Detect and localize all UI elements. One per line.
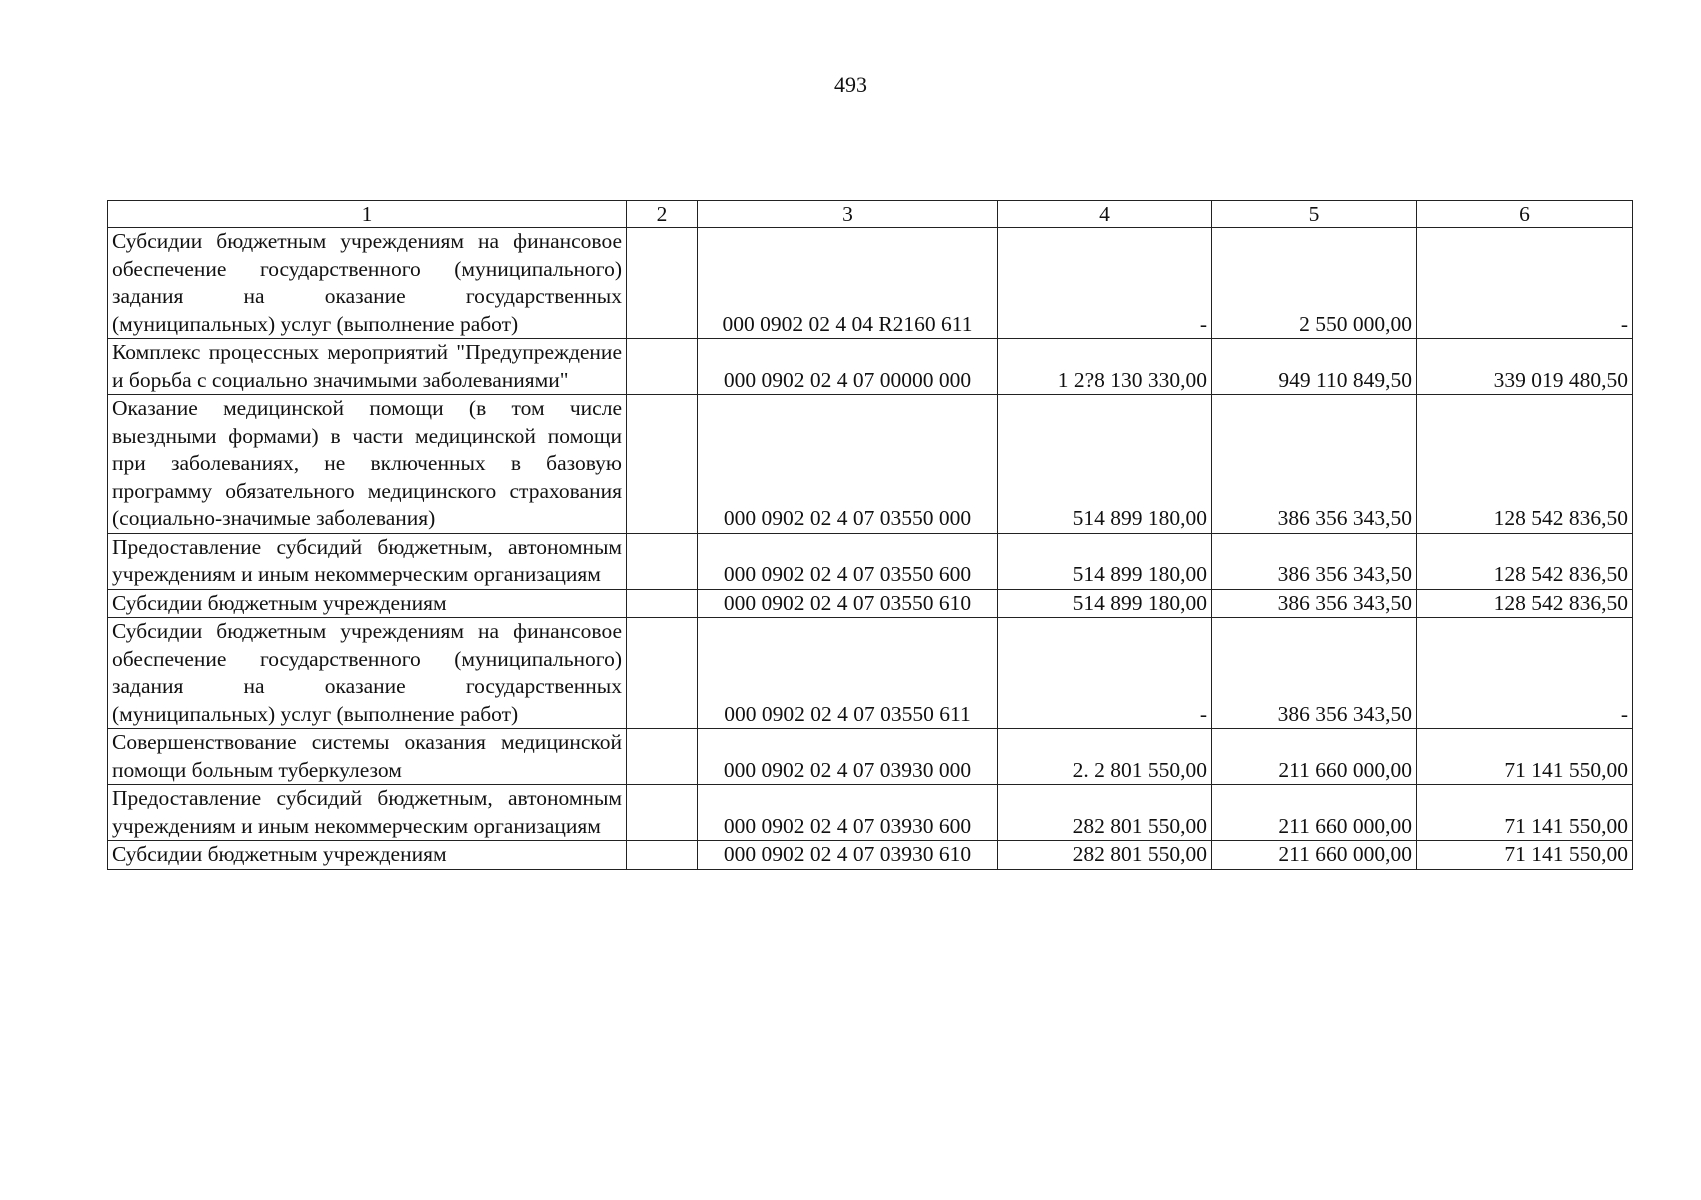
row-code: 000 0902 02 4 07 03930 600	[698, 785, 998, 841]
row-value-6: 71 141 550,00	[1417, 729, 1633, 785]
row-value-6: 71 141 550,00	[1417, 841, 1633, 870]
row-value-5: 211 660 000,00	[1212, 841, 1417, 870]
row-value-5: 211 660 000,00	[1212, 785, 1417, 841]
row-value-4: 2. 2 801 550,00	[998, 729, 1212, 785]
row-name: Совершенствование системы оказания медицинской помощи больным туберкулезом	[108, 729, 627, 785]
row-value-5: 386 356 343,50	[1212, 395, 1417, 534]
column-header-4: 4	[998, 201, 1212, 228]
row-code: 000 0902 02 4 04 R2160 611	[698, 228, 998, 339]
row-value-6: 128 542 836,50	[1417, 533, 1633, 589]
row-value-4: 282 801 550,00	[998, 785, 1212, 841]
row-col2	[627, 395, 698, 534]
table-row	[108, 339, 1633, 395]
row-col2	[627, 618, 698, 729]
row-col2	[627, 785, 698, 841]
budget-table	[107, 200, 1633, 870]
row-value-6: 128 542 836,50	[1417, 589, 1633, 618]
row-col2	[627, 841, 698, 870]
row-value-6: -	[1417, 618, 1633, 729]
row-value-4: -	[998, 618, 1212, 729]
page-number: 493	[834, 72, 867, 97]
column-header-1: 1	[108, 201, 627, 228]
row-value-5: 211 660 000,00	[1212, 729, 1417, 785]
row-code: 000 0902 02 4 07 03550 000	[698, 395, 998, 534]
row-name: Субсидии бюджетным учреждениям	[108, 841, 627, 870]
row-col2	[627, 589, 698, 618]
row-name: Комплекс процессных мероприятий "Предупреждение и борьба с социально значимыми заболеваниями"	[108, 339, 627, 395]
row-value-4: 1 2?8 130 330,00	[998, 339, 1212, 395]
row-value-5: 949 110 849,50	[1212, 339, 1417, 395]
table-row	[108, 228, 1633, 339]
column-number-row	[108, 201, 1633, 228]
table-row	[108, 618, 1633, 729]
row-name: Субсидии бюджетным учреждениям	[108, 589, 627, 618]
row-code: 000 0902 02 4 07 03550 610	[698, 589, 998, 618]
row-name: Субсидии бюджетным учреждениям на финансовое обеспечение государственного (муниципального) задания на оказание государственных (муниципальных) услуг (выполнение работ)	[108, 228, 627, 339]
row-value-6: 71 141 550,00	[1417, 785, 1633, 841]
row-name: Предоставление субсидий бюджетным, автономным учреждениям и иным некоммерческим организациям	[108, 785, 627, 841]
row-value-4: 514 899 180,00	[998, 533, 1212, 589]
column-header-3: 3	[698, 201, 998, 228]
column-header-6: 6	[1417, 201, 1633, 228]
row-value-4: -	[998, 228, 1212, 339]
row-value-6: 128 542 836,50	[1417, 395, 1633, 534]
row-value-4: 514 899 180,00	[998, 395, 1212, 534]
row-value-5: 386 356 343,50	[1212, 533, 1417, 589]
row-value-6: 339 019 480,50	[1417, 339, 1633, 395]
row-code: 000 0902 02 4 07 03550 600	[698, 533, 998, 589]
row-col2	[627, 533, 698, 589]
row-value-5: 386 356 343,50	[1212, 589, 1417, 618]
row-code: 000 0902 02 4 07 03550 611	[698, 618, 998, 729]
table-row	[108, 841, 1633, 870]
row-value-6: -	[1417, 228, 1633, 339]
row-value-4: 514 899 180,00	[998, 589, 1212, 618]
table-row	[108, 533, 1633, 589]
table-row	[108, 395, 1633, 534]
row-col2	[627, 228, 698, 339]
column-header-2: 2	[627, 201, 698, 228]
table-row	[108, 785, 1633, 841]
table-row	[108, 729, 1633, 785]
table-row	[108, 589, 1633, 618]
row-name: Оказание медицинской помощи (в том числе выездными формами) в части медицинской помощи при заболеваниях, не включенных в базовую программу обязательного медицинского страхования (социально-значимые заболевания)	[108, 395, 627, 534]
row-col2	[627, 729, 698, 785]
row-value-4: 282 801 550,00	[998, 841, 1212, 870]
row-code: 000 0902 02 4 07 03930 610	[698, 841, 998, 870]
row-name: Предоставление субсидий бюджетным, автономным учреждениям и иным некоммерческим организациям	[108, 533, 627, 589]
row-code: 000 0902 02 4 07 03930 000	[698, 729, 998, 785]
row-name: Субсидии бюджетным учреждениям на финансовое обеспечение государственного (муниципального) задания на оказание государственных (муниципальных) услуг (выполнение работ)	[108, 618, 627, 729]
row-value-5: 386 356 343,50	[1212, 618, 1417, 729]
row-col2	[627, 339, 698, 395]
row-code: 000 0902 02 4 07 00000 000	[698, 339, 998, 395]
row-value-5: 2 550 000,00	[1212, 228, 1417, 339]
column-header-5: 5	[1212, 201, 1417, 228]
